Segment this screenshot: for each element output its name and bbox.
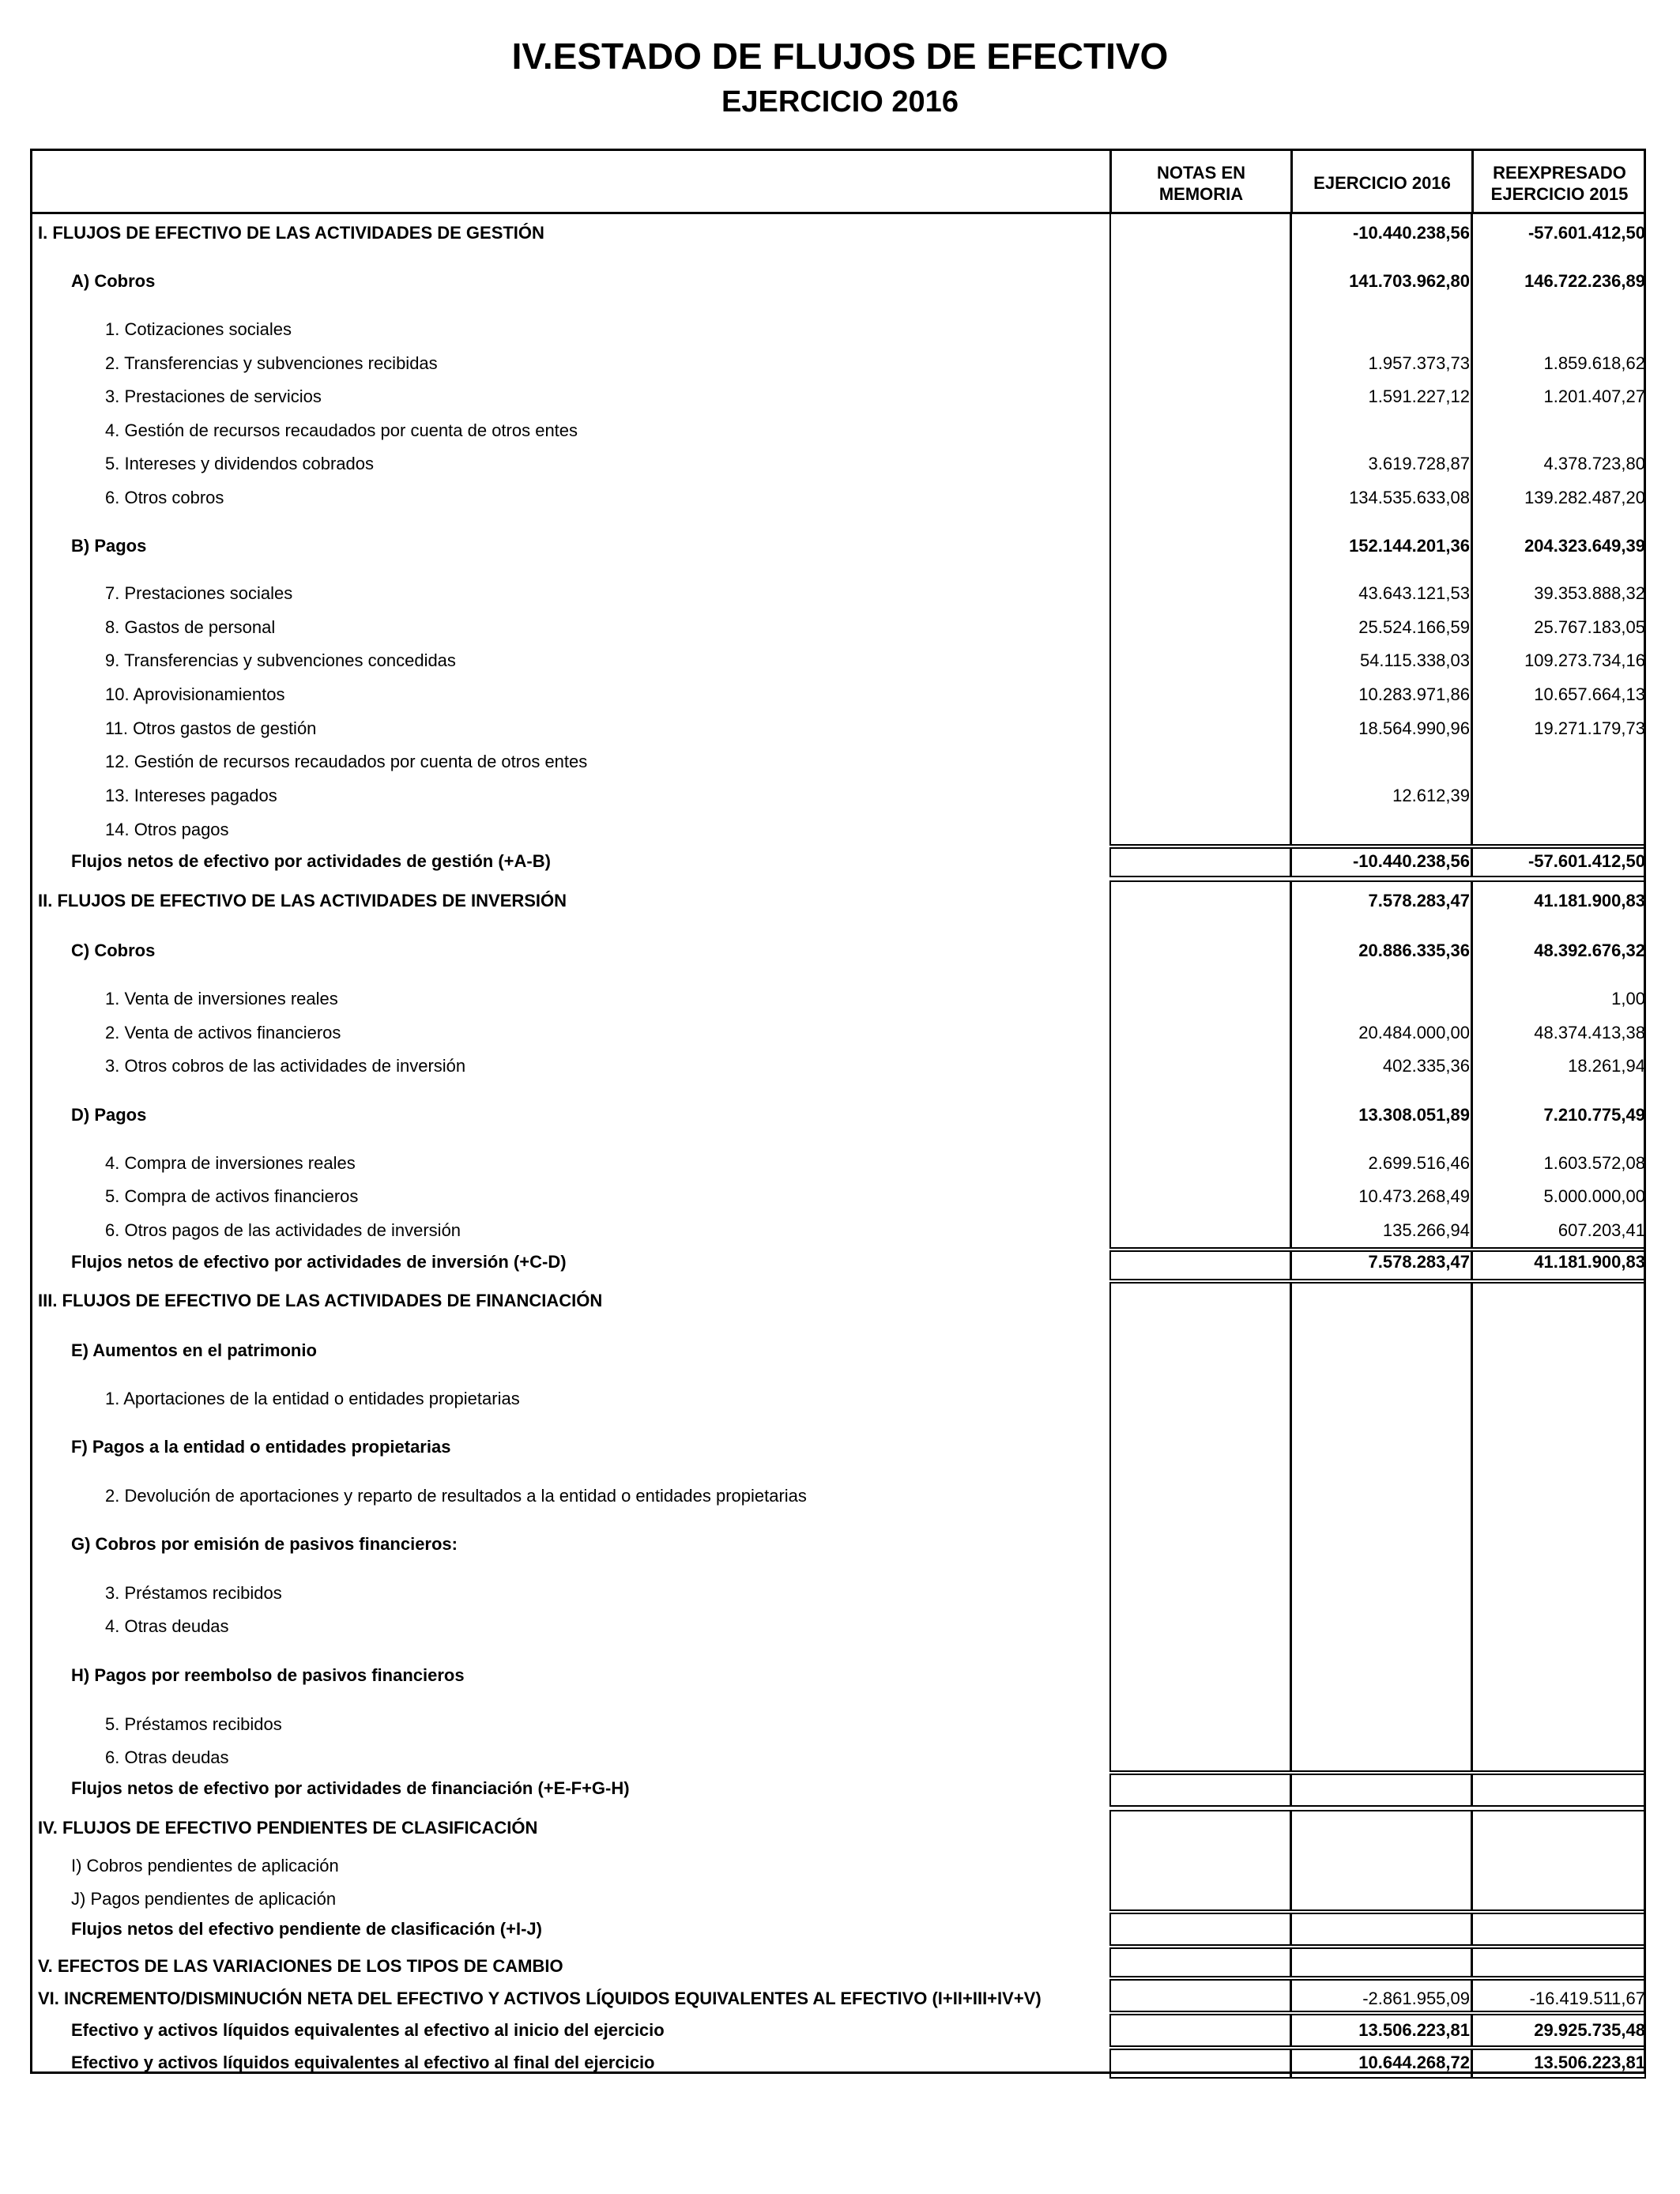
table-row — [0, 414, 1680, 447]
row-label: II. FLUJOS DE EFECTIVO DE LAS ACTIVIDADES DE INVERSIÓN — [38, 891, 567, 910]
table-row — [0, 1016, 1680, 1050]
table-row — [0, 1811, 1680, 1845]
value-2016 — [1294, 1431, 1470, 1464]
value-2015: 13.506.223,81 — [1534, 2053, 1645, 2072]
page-subtitle: EJERCICIO 2016 — [721, 85, 959, 119]
value-2015 — [1475, 1528, 1645, 1561]
value-2016: 54.115.338,03 — [1359, 650, 1470, 670]
row-label: A) Cobros — [71, 271, 156, 291]
row-label: 2. Devolución de aportaciones y reparto de resultados a la entidad o entidades propietarias — [105, 1486, 807, 1506]
table-row — [0, 577, 1680, 610]
value-2015: 109.273.734,16 — [1524, 650, 1645, 670]
value-2016: 135.266,94 — [1382, 1220, 1470, 1240]
table-row — [0, 678, 1680, 711]
value-2015 — [1475, 1883, 1645, 1916]
header-ejercicio-2016: EJERCICIO 2016 — [1313, 173, 1451, 193]
value-2016: 12.612,39 — [1392, 786, 1470, 805]
value-2015 — [1475, 1431, 1645, 1464]
header-2015-line2: EJERCICIO 2015 — [1490, 184, 1629, 204]
value-2015 — [1475, 1284, 1645, 1318]
row-label: 13. Intereses pagados — [105, 786, 277, 805]
value-2015 — [1475, 1382, 1645, 1416]
row-label: 5. Intereses y dividendos cobrados — [105, 454, 374, 473]
value-2016 — [1294, 1883, 1470, 1916]
table-row — [0, 1528, 1680, 1561]
row-label: I) Cobros pendientes de aplicación — [71, 1856, 339, 1875]
value-2016: 20.484.000,00 — [1358, 1023, 1470, 1042]
table-row — [0, 1334, 1680, 1367]
row-label: Efectivo y activos líquidos equivalentes al efectivo al final del ejercicio — [71, 2053, 655, 2072]
header-notes — [1111, 162, 1291, 205]
row-label: E) Aumentos en el patrimonio — [71, 1340, 317, 1360]
value-2016 — [1294, 1480, 1470, 1513]
value-2015 — [1475, 1772, 1645, 1805]
value-2016: 2.699.516,46 — [1368, 1153, 1470, 1173]
value-2016: 3.619.728,87 — [1368, 454, 1470, 473]
table-row — [0, 1659, 1680, 1692]
table-row — [0, 447, 1680, 481]
table-row — [0, 2046, 1680, 2079]
value-2015 — [1475, 1913, 1645, 1946]
table-row — [0, 1883, 1680, 1916]
row-label: 1. Aportaciones de la entidad o entidades propietarias — [105, 1389, 520, 1408]
row-label: 5. Compra de activos financieros — [105, 1186, 359, 1206]
table-row — [0, 2014, 1680, 2047]
row-label: H) Pagos por reembolso de pasivos financieros — [71, 1665, 465, 1685]
table-row — [0, 611, 1680, 644]
value-2016 — [1294, 1577, 1470, 1610]
value-2016: 402.335,36 — [1382, 1056, 1470, 1076]
value-2016: 10.283.971,86 — [1358, 684, 1470, 704]
value-2015: -57.601.412,50 — [1527, 851, 1645, 871]
value-2016 — [1294, 1772, 1470, 1805]
value-2016 — [1294, 982, 1470, 1016]
value-2016: 152.144.201,36 — [1349, 536, 1470, 556]
row-label: 6. Otros pagos de las actividades de inversión — [105, 1220, 461, 1240]
value-2016 — [1294, 1913, 1470, 1946]
value-2016: 20.886.335,36 — [1358, 941, 1470, 960]
value-2016 — [1294, 813, 1470, 846]
table-row — [0, 644, 1680, 677]
value-2016 — [1294, 1708, 1470, 1741]
row-label: 6. Otros cobros — [105, 488, 224, 507]
value-2015: 29.925.735,48 — [1534, 2020, 1645, 2040]
row-label: VI. INCREMENTO/DISMINUCIÓN NETA DEL EFECTIVO Y ACTIVOS LÍQUIDOS EQUIVALENTES AL EFECTIVO (I+II+III+IV+V) — [38, 1989, 1042, 2008]
row-label: F) Pagos a la entidad o entidades propietarias — [71, 1437, 451, 1457]
row-label: 5. Préstamos recibidos — [105, 1714, 282, 1734]
header-notes-line2: MEMORIA — [1158, 184, 1244, 204]
table-row — [0, 1708, 1680, 1741]
table-row — [0, 1849, 1680, 1883]
table-row — [0, 712, 1680, 745]
row-label: 11. Otros gastos de gestión — [105, 718, 317, 738]
table-row — [0, 1050, 1680, 1083]
value-2016: 141.703.962,80 — [1349, 271, 1470, 291]
row-label: 3. Prestaciones de servicios — [105, 386, 322, 406]
row-label: 4. Otras deudas — [105, 1616, 229, 1636]
value-2015 — [1475, 1480, 1645, 1513]
row-label: I. FLUJOS DE EFECTIVO DE LAS ACTIVIDADES DE GESTIÓN — [38, 223, 544, 243]
table-row — [0, 530, 1680, 563]
table-row — [0, 845, 1680, 878]
value-2016: 25.524.166,59 — [1358, 617, 1470, 637]
value-2015 — [1475, 1741, 1645, 1774]
table-row — [0, 1982, 1680, 2015]
table-row — [0, 347, 1680, 380]
table-row — [0, 745, 1680, 778]
value-2015: 48.374.413,38 — [1534, 1023, 1645, 1042]
table-row — [0, 380, 1680, 413]
row-label: D) Pagos — [71, 1105, 147, 1125]
value-2015: 1.859.618,62 — [1543, 353, 1645, 373]
row-label: Efectivo y activos líquidos equivalentes al efectivo al inicio del ejercicio — [71, 2020, 665, 2040]
table-row — [0, 1147, 1680, 1180]
value-2015: 25.767.183,05 — [1534, 617, 1645, 637]
row-label: Flujos netos de efectivo por actividades de financiación (+E-F+G-H) — [71, 1778, 630, 1798]
value-2015: 10.657.664,13 — [1534, 684, 1645, 704]
value-2016 — [1294, 1610, 1470, 1643]
value-2015: 18.261,94 — [1568, 1056, 1645, 1076]
value-2016: 10.644.268,72 — [1358, 2053, 1470, 2072]
value-2015 — [1475, 1334, 1645, 1367]
value-2015: 41.181.900,83 — [1534, 891, 1645, 910]
table-row — [0, 934, 1680, 967]
row-label: 9. Transferencias y subvenciones concedidas — [105, 650, 456, 670]
value-2015 — [1475, 1659, 1645, 1692]
row-label: 12. Gestión de recursos recaudados por cuenta de otros entes — [105, 752, 588, 771]
value-2016 — [1294, 1659, 1470, 1692]
row-label: 10. Aprovisionamientos — [105, 684, 285, 704]
header-notes-line1: NOTAS EN — [1156, 163, 1246, 183]
value-2016 — [1294, 1950, 1470, 1983]
value-2016 — [1294, 1334, 1470, 1367]
row-label: 8. Gastos de personal — [105, 617, 276, 637]
value-2015: 7.210.775,49 — [1543, 1105, 1645, 1125]
row-label: 1. Venta de inversiones reales — [105, 989, 338, 1008]
row-label: 3. Otros cobros de las actividades de inversión — [105, 1056, 466, 1076]
value-2015 — [1475, 745, 1645, 778]
value-2016 — [1294, 313, 1470, 346]
table-row — [0, 1741, 1680, 1774]
value-2016 — [1294, 1528, 1470, 1561]
value-2016: 13.506.223,81 — [1358, 2020, 1470, 2040]
table-row — [0, 1180, 1680, 1213]
table-row — [0, 1382, 1680, 1416]
value-2016: -10.440.238,56 — [1352, 223, 1470, 243]
table-row — [0, 1577, 1680, 1610]
row-label: 4. Compra de inversiones reales — [105, 1153, 356, 1173]
value-2015 — [1475, 813, 1645, 846]
table-row — [0, 481, 1680, 515]
value-2015: 1.201.407,27 — [1543, 386, 1645, 406]
value-2015 — [1475, 1811, 1645, 1845]
row-label: Flujos netos de efectivo por actividades de inversión (+C-D) — [71, 1252, 567, 1272]
value-2015 — [1475, 1950, 1645, 1983]
value-2015: 4.378.723,80 — [1543, 454, 1645, 473]
row-label: J) Pagos pendientes de aplicación — [71, 1889, 337, 1909]
value-2015: 204.323.649,39 — [1524, 536, 1645, 556]
value-2015: 607.203,41 — [1558, 1220, 1645, 1240]
row-label: 4. Gestión de recursos recaudados por cuenta de otros entes — [105, 420, 578, 440]
page-title: IV.ESTADO DE FLUJOS DE EFECTIVO — [511, 36, 1169, 77]
row-label: Flujos netos del efectivo pendiente de clasificación (+I-J) — [71, 1919, 542, 1939]
table-row — [0, 1950, 1680, 1983]
table-row — [0, 813, 1680, 846]
row-label: V. EFECTOS DE LAS VARIACIONES DE LOS TIPOS DE CAMBIO — [38, 1956, 563, 1976]
value-2015: 1,00 — [1611, 989, 1645, 1008]
table-row — [0, 313, 1680, 346]
value-2015 — [1475, 1708, 1645, 1741]
row-label: 7. Prestaciones sociales — [105, 583, 293, 603]
row-label: IV. FLUJOS DE EFECTIVO PENDIENTES DE CLASIFICACIÓN — [38, 1818, 538, 1838]
value-2015 — [1475, 414, 1645, 447]
table-row — [0, 779, 1680, 812]
table-row — [0, 265, 1680, 298]
row-label: 2. Venta de activos financieros — [105, 1023, 341, 1042]
header-2015-line1: REEXPRESADO — [1493, 163, 1626, 183]
value-2016: -10.440.238,56 — [1352, 851, 1470, 871]
header-ejercicio-2015 — [1473, 162, 1646, 205]
row-label: B) Pagos — [71, 536, 147, 556]
value-2015 — [1475, 1577, 1645, 1610]
value-2016 — [1294, 1741, 1470, 1774]
value-2016: 43.643.121,53 — [1358, 583, 1470, 603]
value-2015: 19.271.179,73 — [1534, 718, 1645, 738]
value-2016 — [1294, 745, 1470, 778]
value-2016: -2.861.955,09 — [1362, 1989, 1470, 2008]
value-2015: 48.392.676,32 — [1534, 941, 1645, 960]
value-2015 — [1475, 1610, 1645, 1643]
value-2015: 5.000.000,00 — [1543, 1186, 1645, 1206]
value-2016: 10.473.268,49 — [1358, 1186, 1470, 1206]
table-row — [0, 1610, 1680, 1643]
table-row — [0, 1772, 1680, 1805]
value-2016: 18.564.990,96 — [1358, 718, 1470, 738]
value-2016 — [1294, 1284, 1470, 1318]
value-2015 — [1475, 779, 1645, 812]
value-2015: 39.353.888,32 — [1534, 583, 1645, 603]
value-2016: 1.957.373,73 — [1368, 353, 1470, 373]
value-2016: 134.535.633,08 — [1349, 488, 1470, 507]
table-row — [0, 884, 1680, 918]
value-2015: -16.419.511,67 — [1529, 1989, 1645, 2008]
value-2016 — [1294, 1849, 1470, 1883]
value-2015 — [1475, 313, 1645, 346]
row-label: G) Cobros por emisión de pasivos financieros: — [71, 1534, 458, 1554]
table-row — [0, 1284, 1680, 1318]
value-2016: 7.578.283,47 — [1368, 891, 1470, 910]
value-2015: 139.282.487,20 — [1524, 488, 1645, 507]
table-row — [0, 1099, 1680, 1132]
value-2015: -57.601.412,50 — [1527, 223, 1645, 243]
row-label: III. FLUJOS DE EFECTIVO DE LAS ACTIVIDADES DE FINANCIACIÓN — [38, 1291, 603, 1310]
table-row — [0, 1214, 1680, 1247]
value-2016 — [1294, 1382, 1470, 1416]
value-2015: 1.603.572,08 — [1543, 1153, 1645, 1173]
row-label: Flujos netos de efectivo por actividades de gestión (+A-B) — [71, 851, 551, 871]
table-row — [0, 982, 1680, 1016]
value-2016 — [1294, 1811, 1470, 1845]
table-row — [0, 1913, 1680, 1946]
row-label: 14. Otros pagos — [105, 820, 229, 839]
value-2015: 41.181.900,83 — [1534, 1252, 1645, 1272]
table-row — [0, 1480, 1680, 1513]
table-row — [0, 1246, 1680, 1279]
value-2015 — [1475, 1849, 1645, 1883]
value-2016: 1.591.227,12 — [1368, 386, 1470, 406]
value-2015: 146.722.236,89 — [1524, 271, 1645, 291]
row-label: C) Cobros — [71, 941, 156, 960]
table-row — [0, 217, 1680, 250]
value-2016 — [1294, 414, 1470, 447]
row-label: 2. Transferencias y subvenciones recibidas — [105, 353, 438, 373]
row-label: 1. Cotizaciones sociales — [105, 319, 292, 339]
value-2016: 13.308.051,89 — [1358, 1105, 1470, 1125]
value-2016: 7.578.283,47 — [1368, 1252, 1470, 1272]
table-row — [0, 1431, 1680, 1464]
row-label: 3. Préstamos recibidos — [105, 1583, 282, 1603]
row-label: 6. Otras deudas — [105, 1747, 229, 1767]
